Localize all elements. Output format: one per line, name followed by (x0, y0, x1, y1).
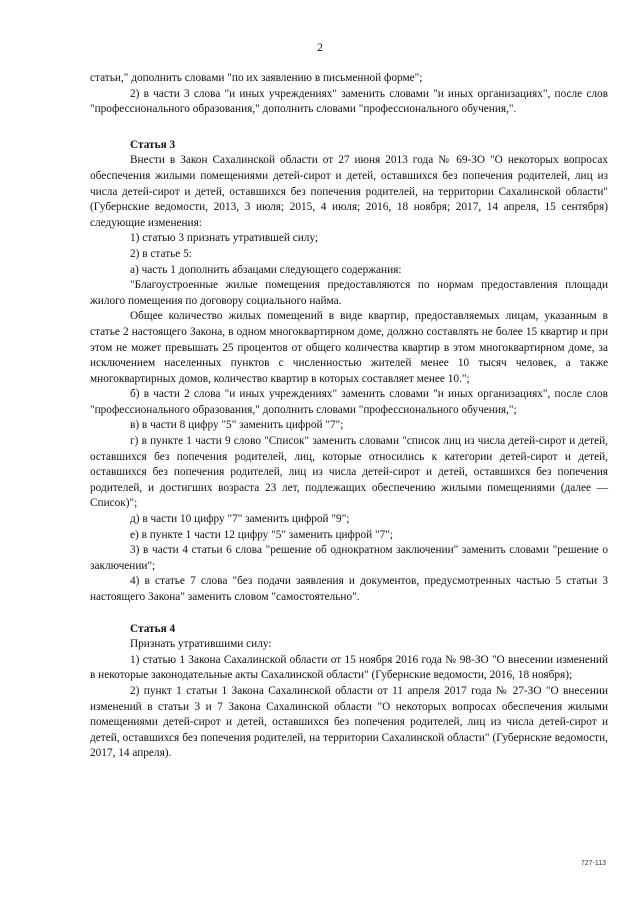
list-item: 1) статью 1 Закона Сахалинской области от 15 ноября 2016 года № 98-ЗО "О внесении изменений в некоторые законодательные акты Сахалинской области" (Губернские ведомости, 2016, 18 ноября); (90, 653, 608, 682)
list-item: б) в части 2 слова "и иных учреждениях" заменить словами "и иных организациях", после слов "профессионального образования," дополнить словами "профессионального обучения,"; (90, 388, 608, 416)
article-3-heading: Статья 3 (130, 138, 176, 151)
document-code: 727-113 (580, 860, 606, 867)
quoted-paragraph: Общее количество жилых помещений в виде квартир, предоставляемых лицам, указанным в статье 2 настоящего Закона, в одном многоквартирном доме, должно составлять не более 15 квартир и при этом не может превышать 25 процентов от общего количества квартир в этом многоквартирном доме, за исключением населенных пунктов с численностью жителей менее 10 тысяч человек, а также многоквартирных домов, количество квартир в которых составляет менее 10."; (90, 310, 608, 385)
paragraph: Внести в Закон Сахалинской области от 27 июня 2013 года № 69-ЗО "О некоторых вопросах обеспечения жилыми помещениями детей-сирот и детей, оставшихся без попечения родителей, лиц из числа детей-сирот и детей, оставшихся без попечения родителей, на территории Сахалинской области" (Губернские ведомости, 2013, 3 июля; 2015, 4 июля; 2016, 18 ноября; 2017, 14 апреля, 15 сентября) следующие изменения: (90, 154, 608, 229)
article-4-heading: Статья 4 (130, 622, 176, 635)
document-body (90, 71, 608, 762)
quoted-paragraph: "Благоустроенные жилые помещения предоставляются по нормам предоставления площади жилого помещения по договору социального найма. (90, 279, 608, 307)
list-item: 2) в статье 5: (130, 247, 192, 260)
paragraph: статьи," дополнить словами "по их заявлению в письменной форме"; (90, 72, 423, 84)
list-item: е) в пункте 1 части 12 цифру "5" заменить цифрой "7"; (130, 528, 394, 541)
list-item: г) в пункте 1 части 9 слово "Список" заменить словами "список лиц из числа детей-сирот и детей, оставшихся без попечения родителей, лиц, которые относились к категории детей-сирот и детей, оставшихся без попечения родителей, лиц из числа детей-сирот и детей, оставшихся без попечения родителей, и достигших возраста 23 лет, подлежащих обеспечению жилыми помещениями (далее — Список)"; (90, 435, 608, 510)
list-item: 1) статью 3 признать утратившей силу; (130, 232, 319, 245)
list-item: 3) в части 4 статьи 6 слова "решение об однократном заключении" заменить словами "решение о заключении"; (90, 544, 608, 572)
paragraph: 2) в части 3 слова "и иных учреждениях" заменить словами "и иных организациях", после слов "профессионального образования," дополнить словами "профессионального обучения,". (90, 87, 608, 116)
list-item: а) часть 1 дополнить абзацами следующего содержания: (130, 263, 402, 276)
page-number: 2 (317, 40, 323, 54)
paragraph: Признать утратившими силу: (130, 638, 272, 651)
list-item: 2) пункт 1 статьи 1 Закона Сахалинской области от 11 апреля 2017 года № 27-ЗО "О внесении изменений в статьи 3 и 7 Закона Сахалинской области "О некоторых вопросах обеспечения жилыми помещениями детей-сирот и детей, оставшихся без попечения родителей, лиц из числа детей-сирот и детей, оставшихся без попечения родителей, на территории Сахалинской области" (Губернские ведомости, 2017, 14 апреля). (90, 684, 608, 760)
list-item: д) в части 10 цифру "7" заменить цифрой "9"; (130, 513, 350, 526)
list-item: в) в части 8 цифру "5" заменить цифрой "7"; (130, 419, 344, 432)
list-item: 4) в статье 7 слова "без подачи заявления и документов, предусмотренных частью 5 статьи 3 настоящего Закона" заменить словом "самостоятельно". (90, 575, 608, 603)
